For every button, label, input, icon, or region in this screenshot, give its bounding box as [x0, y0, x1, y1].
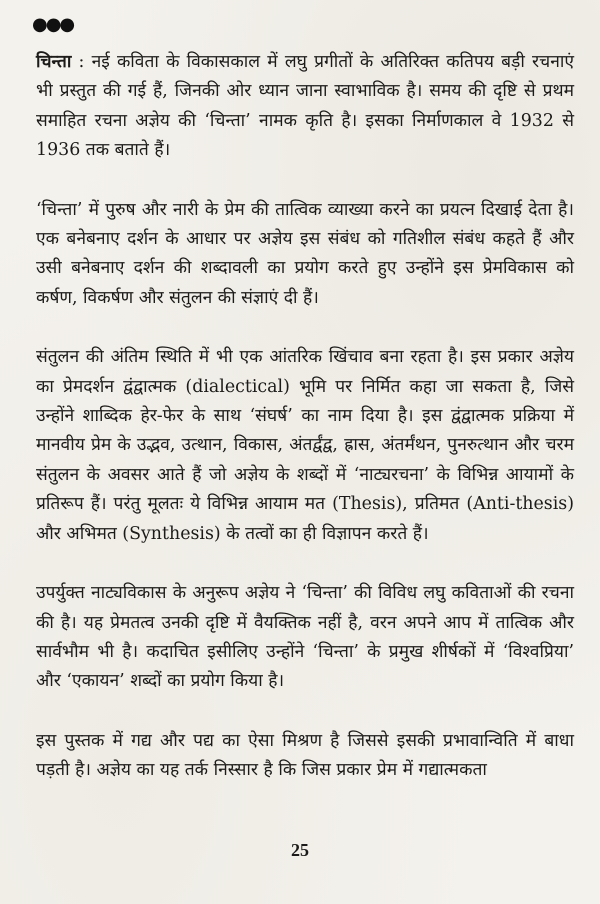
paragraph-1 — [36, 48, 574, 166]
page-number: 25 — [291, 840, 309, 860]
paragraph-2: ‘चिन्ता’ में पुरुष और नारी के प्रेम की तात्विक व्याख्या करने का प्रयत्न दिखाई देता है। एक बनेबनाए दर्शन के आधार पर अज्ञेय इस संबंध को गतिशील संबंध कहते हैं और उसी बनेबनाए दर्शन की शब्दावली का प्रयोग करते हुए उन्होंने इस प्रेमविकास को कर्षण, विकर्षण और संतुलन की संज्ञाएं दी हैं। — [36, 199, 574, 308]
page-body — [36, 48, 574, 786]
paragraph-5: इस पुस्तक में गद्य और पद्य का ऐसा मिश्रण है जिससे इसकी प्रभावान्विति में बाधा पड़ती है। अज्ञेय का यह तर्क निस्सार है कि जिस प्रकार प्रेम में गद्यात्मकता — [36, 730, 574, 781]
paragraph-3: संतुलन की अंतिम स्थिति में भी एक आंतरिक खिंचाव बना रहता है। इस प्रकार अज्ञेय का प्रेमदर्शन द्वंद्वात्मक (dialectical) भूमि पर निर्मित कहा जा सकता है, जिसे उन्होंने शाब्दिक हेर-फेर के साथ ‘संघर्ष’ का नाम दिया है। इस द्वंद्वात्मक प्रक्रिया में मानवीय प्रेम के उद्भव, उत्थान, विकास, अंतर्द्वंद्व, ह्रास, अंतर्मंथन, पुनरुत्थान और चरम संतुलन के अवसर आते हैं जो अज्ञेय के शब्दों में ‘नाट्यरचना’ के विभिन्न आयामों के प्रतिरूप हैं। परंतु मूलतः ये विभिन्न आयाम मत (Thesis), प्रतिमत (Anti-thesis) और अभिमत (Synthesis) के तत्वों का ही विज्ञापन करते हैं। — [36, 347, 574, 544]
ornament-dots: ●●● — [32, 14, 74, 35]
paragraph-4: उपर्युक्त नाट्यविकास के अनुरूप अज्ञेय ने ‘चिन्ता’ की विविध लघु कविताओं की रचना की है। यह प्रेमतत्व उनकी दृष्टि में वैयक्तिक नहीं है, वरन अपने आप में तात्विक और सार्वभौम भी है। कदाचित इसीलिए उन्होंने ‘चिन्ता’ के प्रमुख शीर्षकों में ‘विश्वप्रिया’ और ‘एकायन’ शब्दों का प्रयोग किया है। — [36, 583, 574, 692]
paragraph-1-text: : नई कविता के विकासकाल में लघु प्रगीतों के अतिरिक्त कतिपय बड़ी रचनाएं भी प्रस्तुत की गई हैं, जिनकी ओर ध्यान जाना स्वाभाविक है। समय की दृष्टि से प्रथम समाहित रचना अज्ञेय की ‘चिन्ता’ नामक कृति है। इसका निर्माणकाल वे 1932 से 1936 तक बताते हैं। — [36, 52, 574, 161]
paragraph-heading: चिन्ता — [36, 52, 72, 72]
